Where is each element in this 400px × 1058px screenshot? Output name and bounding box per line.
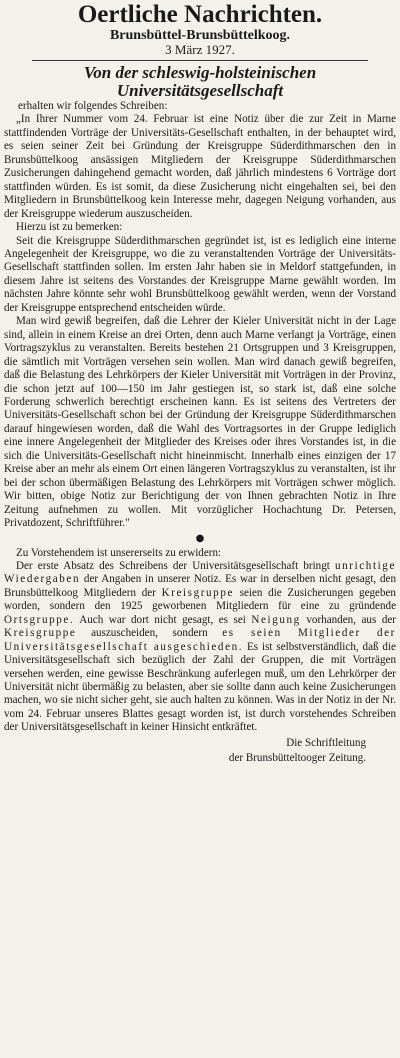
headline-line-1: Von der schleswig-holsteinischen: [83, 63, 317, 82]
reply-emphasis: es seien Mitglieder der Universitätsgesellschaft ausgeschieden.: [4, 627, 396, 653]
letter-paragraph-1: „In Ihrer Nummer vom 24. Februar ist eine Notiz über die zur Zeit in Marne stattfindenden Vorträge der Universitäts-Gesellschaft enthalten, in der behauptet wird, es seien seiner Zeit bei Gründung der Kreisgruppe Süderdithmarschen den in Brunsbüttelkoog ansässigen Mitgliedern der Kreisgruppe Süderdithmarschen Zusicherungen dahingehend gemacht worden, daß jährlich mindestens 6 Vorträge dort stattfinden würden. Es ist somit, da diese Zusicherung nicht eingehalten sei, bei den Mitgliedern in Brunsbüttelkoog kein Interesse mehr, dagegen Neigung vorhanden, aus der Kreisgruppe wiederum auszuscheiden.: [4, 113, 396, 220]
reply-emphasis: Neigung: [251, 613, 301, 626]
letter-paragraph-4: Man wird gewiß begreifen, daß die Lehrer der Kieler Universität nicht in der Lage sind, allein in einem Kreise an drei Orten, denn auch Marne verlangt ja Vorträge, einen Vortragszyklus zu veranstalten. Bereits bestehen 21 Ortsgruppen und 3 Kreisgruppen, die sämtlich mit Vorträgen versehen sein wollen. Man wird danach gewiß begreifen, daß die Belastung des Lehrkörpers der Kieler Universität mit Vorträgen in der Provinz, die schon jetzt auf 100—150 im Jahr gestiegen ist, so stark ist, daß eine solche Forderung schwerlich berechtigt erscheinen kann. Es ist seitens des Vertreters der Universitäts-Gesellschaft schon bei der Gründung der Kreisgruppe Süderdithmarschen darauf hingewiesen worden, daß die Wahl des Vortragsortes in der Gruppe lediglich eine innere Angelegenheit der Mitglieder des Kreises oder ihres Vorstandes ist, in die sich die Universitäts-Gesellschaft nicht hineinmischt. Innerhalb eines einzigen der 17 Kreise aber an mehr als einem Ort einen längeren Vortragszyklus zu veranstalten, ist ihr bei der schon übermäßigen Belastung des Lehrkörpers mit Vorträgen schwer möglich. Wir bitten, obige Notiz zur Berichtigung der von Ihnen gebrachten Notiz in Ihre Zeitung aufnehmen zu wollen. Mit vorzüglicher Hochachtung Dr. Petersen, Privatdozent, Schriftführer.": [4, 315, 396, 530]
reply-text: der Angaben in unserer Notiz. Es war in derselben nicht gesagt, den Brunsbüttelkoog Mitgliedern der: [4, 573, 396, 599]
reply-emphasis: unrichtige Wiedergaben: [4, 559, 396, 586]
newspaper-clipping: [4, 2, 396, 1052]
letter-paragraph-2: Hierzu ist zu bemerken:: [16, 221, 123, 234]
reply-text: seien die Zusicherungen gegeben worden, sondern den 1925 geworbenen Mitgliedern für eine zu gründende: [4, 586, 396, 613]
reply-paragraph: [4, 560, 396, 735]
reply-intro: Zu Vorstehendem ist unsererseits zu erwidern:: [16, 546, 222, 559]
reply-emphasis: Kreisgruppe: [4, 627, 77, 640]
reply-emphasis: Kreisgruppe: [161, 586, 234, 599]
reply-text: Es ist selbstverständlich, daß die Universitätsgesellschaft sich bezüglich der Zahl der Gruppen, die mit Vorträgen versehen werden, eine gewisse Beschränkung auferlegen muß, um den Lehrkörper der Universität nicht übermäßig zu belasten, aber sie sollte dann auch keine Zusicherungen machen, wo sie nicht sicher geht, sie auch halten zu können. Was in der Notiz in der Nr. vom 24. Februar unseres Blattes gesagt worden ist, ist durch vorstehendes Schreiben der Universitätsgesellschaft in keiner Hinsicht entkräftet.: [4, 640, 396, 734]
masthead: Oertliche Nachrichten.: [77, 1, 323, 28]
article-body: [4, 100, 396, 531]
reply-emphasis: Ortsgruppe.: [4, 613, 75, 626]
reply-text: vorhanden, aus der: [306, 613, 396, 626]
section-divider-dot: ●: [195, 532, 205, 544]
divider-rule: [32, 60, 368, 61]
headline-line-2: Universitätsgesellschaft: [116, 81, 284, 100]
date-line: 3 März 1927.: [165, 42, 235, 57]
reply-text: auszuscheiden, sondern: [91, 627, 208, 640]
reply-text: Auch war dort nicht gesagt, es sei: [79, 613, 246, 626]
signature-line-2: der Brunsbütteltooger Zeitung.: [228, 751, 366, 764]
reply-text: Der erste Absatz des Schreibens der Universitätsgesellschaft bringt: [16, 559, 330, 572]
location-line: Brunsbüttel-Brunsbüttelkoog.: [109, 28, 291, 43]
reply-body: [4, 547, 396, 735]
letter-paragraph-3: Seit die Kreisgruppe Süderdithmarschen gegründet ist, ist es lediglich eine interne Angelegenheit der Kreisgruppe, wo die zu veranstaltenden Vorträge der Universitäts-Gesellschaft stattfinden sollen. Im ersten Jahr haben sie in Meldorf stattgefunden, in diesem Jahre ist seitens des Vorstandes der Kreisgruppe Marne gewählt worden. Im nächsten Jahre könnte sehr wohl Brunsbüttelkoog gewählt werden, wenn der Vorstand der Kreisgruppe entsprechend entscheiden würde.: [4, 234, 396, 314]
signature-line-1: Die Schriftleitung: [286, 736, 366, 749]
intro-text: erhalten wir folgendes Schreiben:: [18, 100, 168, 112]
